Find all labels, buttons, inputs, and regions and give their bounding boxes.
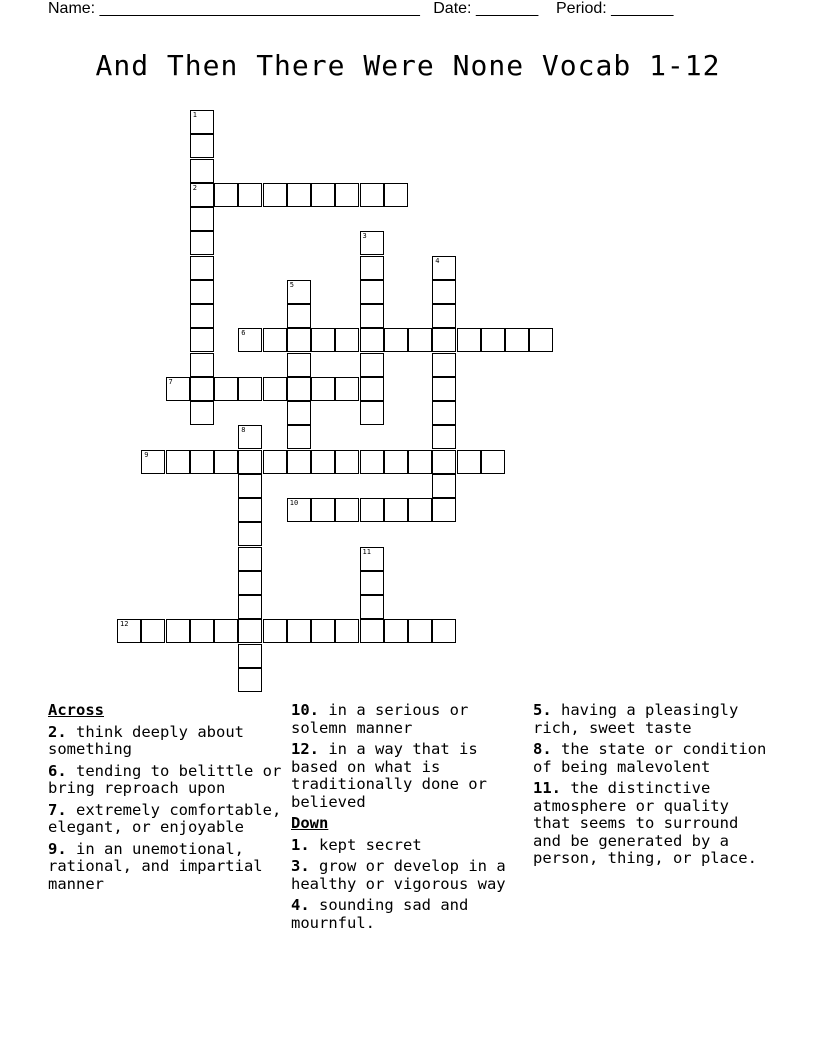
grid-cell[interactable] [166,450,190,474]
clue-text: think deeply about something [48,722,244,758]
grid-cell[interactable] [360,280,384,304]
grid-cell[interactable] [141,619,165,643]
clue-number: 5. [533,701,552,719]
grid-cell[interactable] [238,571,262,595]
grid-cell[interactable] [238,644,262,668]
down-heading: Down [291,814,329,832]
clues-column-1 [48,702,283,897]
grid-cell[interactable] [263,377,287,401]
grid-cell[interactable] [287,450,311,474]
grid-cell[interactable] [457,328,481,352]
grid-cell[interactable] [238,498,262,522]
grid-clue-number: 8 [241,426,246,435]
grid-clue-number: 7 [168,377,173,386]
grid-cell[interactable] [432,619,456,643]
grid-cell[interactable] [311,377,335,401]
clue-text: the state or condition of being malevolent [533,740,767,776]
clue-down-1 [291,837,526,855]
clue-text: the distinctive atmosphere or quality that seems to surround and be generated by a person, thing, or place. [533,779,757,867]
grid-cell[interactable] [335,183,359,207]
grid-cell[interactable] [238,619,262,643]
clue-number: 11. [533,779,561,797]
grid-cell[interactable] [238,328,262,352]
grid-cell[interactable] [287,425,311,449]
grid-cell[interactable] [311,450,335,474]
grid-cell[interactable] [214,619,238,643]
grid-cell[interactable] [311,619,335,643]
grid-cell[interactable] [190,256,214,280]
grid-cell[interactable] [432,425,456,449]
grid-clue-number: 9 [144,450,149,459]
grid-cell[interactable] [287,619,311,643]
grid-cell[interactable] [238,522,262,546]
grid-clue-number: 11 [362,547,371,556]
grid-cell[interactable] [360,401,384,425]
grid-cell[interactable] [238,595,262,619]
grid-cell[interactable] [287,353,311,377]
clues-column-3 [533,702,768,872]
clue-down-8 [533,741,768,776]
grid-cell[interactable] [432,353,456,377]
grid-cell[interactable] [238,450,262,474]
grid-cell[interactable] [263,450,287,474]
grid-clue-number: 12 [120,620,129,629]
clue-text: tending to belittle or bring reproach upon [48,761,282,797]
grid-cell[interactable] [263,619,287,643]
grid-clue-number: 3 [362,232,367,241]
grid-cell[interactable] [190,304,214,328]
clue-number: 10. [291,701,319,719]
clue-down-11 [533,780,768,868]
grid-cell[interactable] [238,377,262,401]
clue-across-12 [291,741,526,811]
clue-text: having a pleasingly rich, sweet taste [533,701,739,737]
grid-cell[interactable] [238,183,262,207]
clue-text: in a way that is based on what is traditionally done or believed [291,740,487,811]
clues-column-2 [291,702,526,936]
grid-cell[interactable] [384,450,408,474]
grid-cell[interactable] [214,183,238,207]
grid-cell[interactable] [432,377,456,401]
grid-cell[interactable] [360,256,384,280]
clue-number: 9. [48,839,67,858]
grid-cell[interactable] [190,450,214,474]
clue-across-10 [291,702,526,737]
clue-number: 1. [291,835,310,854]
grid-cell[interactable] [311,328,335,352]
grid-cell[interactable] [408,328,432,352]
grid-cell[interactable] [432,498,456,522]
grid-cell[interactable] [190,280,214,304]
grid-cell[interactable] [287,377,311,401]
grid-cell[interactable] [335,328,359,352]
grid-cell[interactable] [360,571,384,595]
grid-cell[interactable] [214,377,238,401]
grid-clue-number: 10 [289,499,299,507]
grid-cell[interactable] [117,619,141,643]
student-info-line[interactable]: Name: ____________________________________ Date: _______ Period: _______ [48,0,674,17]
across-heading: Across [48,701,104,719]
grid-cell[interactable] [190,328,214,352]
grid-cell[interactable] [505,328,529,352]
grid-cell[interactable] [263,183,287,207]
clue-down-3 [291,858,526,893]
grid-cell[interactable] [432,256,456,280]
clue-number: 7. [48,800,67,819]
grid-cell[interactable] [190,134,214,158]
grid-cell[interactable] [408,450,432,474]
grid-cell[interactable] [238,668,262,692]
grid-cell[interactable] [360,619,384,643]
grid-cell[interactable] [432,328,456,352]
grid-cell[interactable] [360,450,384,474]
grid-cell[interactable] [360,353,384,377]
grid-cell[interactable] [360,595,384,619]
grid-clue-number: 2 [192,183,198,192]
grid-cell[interactable] [432,304,456,328]
grid-cell[interactable] [190,159,214,183]
grid-cell[interactable] [360,547,384,571]
grid-cell[interactable] [432,280,456,304]
grid-cell[interactable] [287,280,311,304]
grid-cell[interactable] [335,450,359,474]
grid-cell[interactable] [481,450,505,474]
grid-cell[interactable] [238,547,262,571]
grid-cell[interactable] [335,498,359,522]
clue-text: in a serious or solemn manner [291,701,469,737]
grid-cell[interactable] [384,498,408,522]
clue-number: 4. [291,896,310,914]
clue-text: in an unemotional, rational, and impartial manner [48,839,263,893]
grid-cell[interactable] [432,450,456,474]
grid-cell[interactable] [190,231,214,255]
grid-cell[interactable] [141,450,165,474]
grid-cell[interactable] [360,304,384,328]
grid-cell[interactable] [190,619,214,643]
grid-clue-number: 6 [241,329,246,338]
grid-cell[interactable] [432,474,456,498]
grid-clue-number: 5 [289,280,295,289]
grid-cell[interactable] [457,450,481,474]
clue-down-4 [291,897,526,932]
grid-cell[interactable] [214,450,238,474]
clue-text: kept secret [319,835,422,854]
grid-cell[interactable] [238,474,262,498]
grid-cell[interactable] [238,425,262,449]
grid-cell[interactable] [166,619,190,643]
grid-clue-number: 4 [435,256,440,265]
grid-cell[interactable] [190,353,214,377]
grid-cell[interactable] [190,110,214,134]
grid-cell[interactable] [287,328,311,352]
clue-text: grow or develop in a healthy or vigorous way [291,857,506,893]
grid-cell[interactable] [190,377,214,401]
clue-across-6 [48,763,283,798]
clue-number: 6. [48,761,67,780]
grid-cell[interactable] [190,207,214,231]
clue-text: extremely comfortable, elegant, or enjoyable [48,800,282,836]
grid-cell[interactable] [335,619,359,643]
grid-cell[interactable] [287,498,311,522]
grid-cell[interactable] [287,401,311,425]
grid-cell[interactable] [287,304,311,328]
grid-cell[interactable] [190,183,214,207]
grid-clue-number: 1 [192,111,198,119]
grid-cell[interactable] [408,619,432,643]
grid-cell[interactable] [166,377,190,401]
clue-text: sounding sad and mournful. [291,896,469,932]
grid-cell[interactable] [311,498,335,522]
clue-across-7 [48,802,283,837]
grid-cell[interactable] [481,328,505,352]
clue-number: 12. [291,740,319,758]
grid-cell[interactable] [384,619,408,643]
clue-number: 2. [48,722,67,741]
clue-number: 3. [291,857,310,875]
clue-across-9 [48,841,283,894]
grid-cell[interactable] [311,183,335,207]
grid-cell[interactable] [287,183,311,207]
grid-cell[interactable] [384,328,408,352]
grid-cell[interactable] [190,401,214,425]
grid-cell[interactable] [263,328,287,352]
page-title: And Then There Were None Vocab 1-12 [95,49,721,82]
grid-cell[interactable] [360,498,384,522]
grid-cell[interactable] [384,183,408,207]
grid-cell[interactable] [529,328,553,352]
grid-cell[interactable] [360,231,384,255]
clue-down-5 [533,702,768,737]
grid-cell[interactable] [360,377,384,401]
grid-cell[interactable] [335,377,359,401]
grid-cell[interactable] [432,401,456,425]
grid-cell[interactable] [408,498,432,522]
grid-cell[interactable] [360,328,384,352]
grid-cell[interactable] [360,183,384,207]
clue-number: 8. [533,740,552,758]
clue-across-2 [48,724,283,759]
